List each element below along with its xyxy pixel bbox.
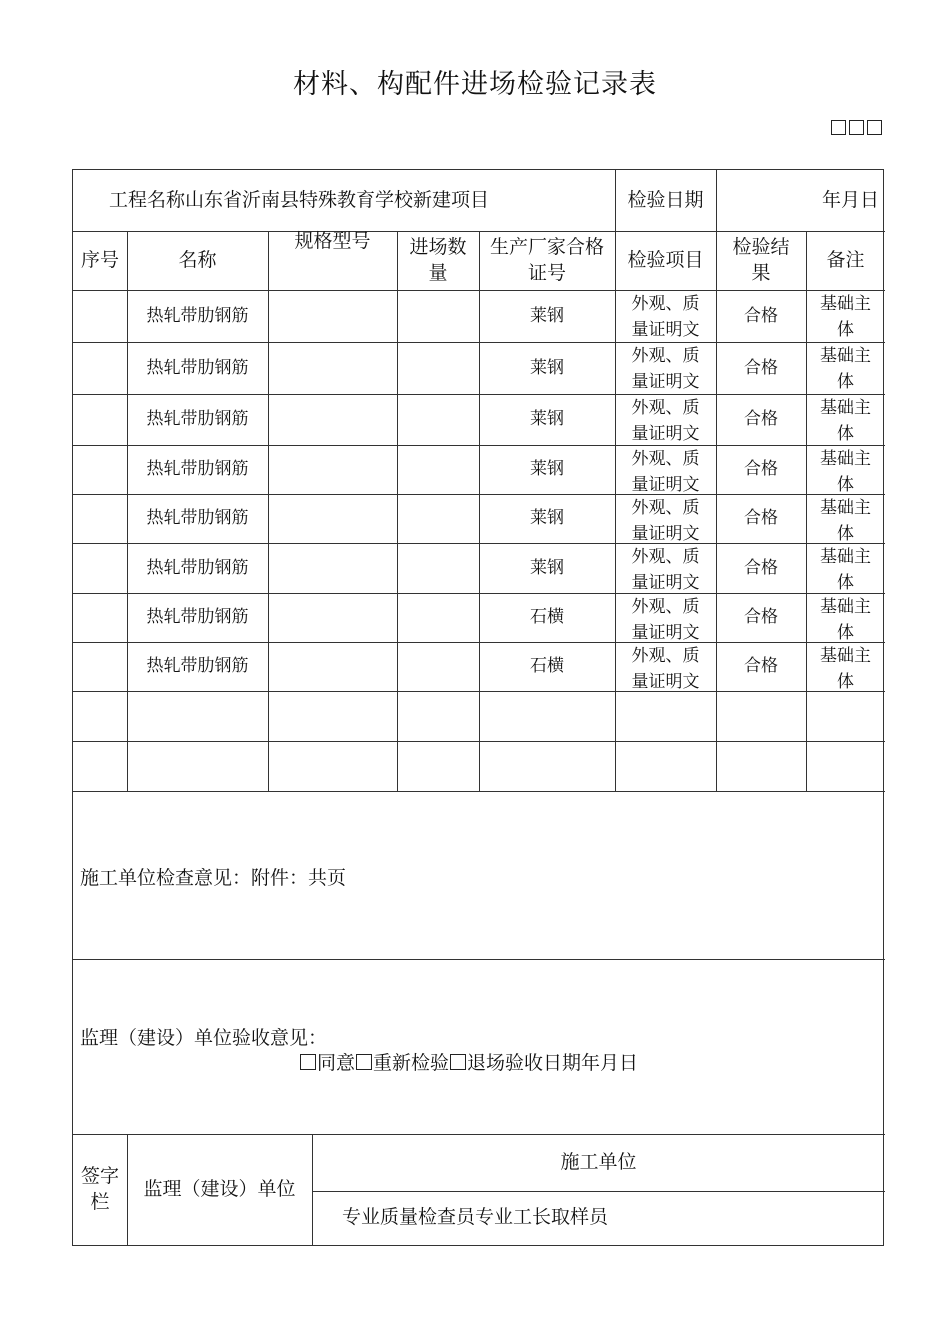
reject-label: 退场验收日期年月日 [467,1052,639,1074]
table-cell-col-no [73,593,127,642]
inspection-table [72,169,884,1246]
agree-checkbox[interactable] [300,1054,316,1070]
table-cell-col-no [73,741,127,791]
code-box [849,120,864,135]
table-cell-col-no [73,543,127,593]
reinspect-label: 重新检验 [373,1052,450,1074]
agree-label: 同意 [317,1052,356,1074]
table-cell-col-spec [268,543,397,593]
reinspect-checkbox[interactable] [356,1054,372,1070]
table-cell-col-name: 热轧带肋钢筋 [146,409,249,430]
table-cell-col-item: 外观、质 量证明文 [631,597,700,642]
column-header-col-remark: 备注 [826,248,865,271]
table-cell-col-spec [268,642,397,691]
signature-label: 签字 栏 [80,1164,119,1213]
table-cell-col-name [127,691,268,741]
table-cell-col-item [615,691,716,741]
table-cell-col-spec [268,691,397,741]
table-cell-col-name: 热轧带肋钢筋 [146,607,249,628]
table-cell-col-qty [397,394,479,445]
form-code-boxes [828,118,882,139]
table-cell-col-remark: 基础主 体 [820,294,871,340]
table-cell-col-remark: 基础主 体 [820,547,871,593]
column-header-col-no: 序号 [80,248,119,271]
table-cell-col-name: 热轧带肋钢筋 [146,557,249,578]
table-cell-col-qty [397,691,479,741]
page-title: 材料、构配件进场检验记录表 [293,69,657,100]
column-header-col-qty: 进场数 量 [409,235,467,284]
inspection-date-value: 年月日 [821,188,879,211]
table-rule [716,170,717,231]
table-cell-col-spec [268,741,397,791]
table-cell-col-maker: 莱钢 [530,557,564,578]
table-cell-col-item: 外观、质 量证明文 [631,398,700,444]
contractor-opinion: 施工单位检查意见：附件：共页 [80,867,347,889]
table-cell-col-result [716,691,806,741]
table-cell-col-spec [268,494,397,543]
table-cell-col-maker: 石横 [530,656,564,677]
table-cell-col-no [73,290,127,342]
table-cell-col-spec [268,593,397,642]
table-cell-col-no [73,445,127,494]
supervisor-opinion-label: 监理（建设）单位验收意见： [80,1027,328,1049]
table-cell-col-result: 合格 [744,656,778,677]
table-cell-col-maker [479,691,615,741]
table-cell-col-item: 外观、质 量证明文 [631,294,700,340]
table-cell-col-remark: 基础主 体 [820,498,871,543]
table-cell-col-result [716,741,806,791]
table-cell-col-no [73,342,127,394]
column-header-col-result: 检验结 果 [732,235,790,284]
table-cell-col-no [73,494,127,543]
table-rule [73,791,885,792]
table-cell-col-result: 合格 [744,409,778,430]
signature-supervisor: 监理（建设）单位 [143,1177,296,1200]
signature-contractor: 施工单位 [560,1150,637,1173]
table-cell-col-qty [397,543,479,593]
signature-roles: 专业质量检查员专业工长取样员 [342,1206,609,1229]
table-cell-col-qty [397,494,479,543]
table-cell-col-qty [397,741,479,791]
table-cell-col-remark: 基础主 体 [820,646,871,691]
table-cell-col-maker: 莱钢 [530,459,564,480]
table-cell-col-spec [268,394,397,445]
table-cell-col-spec [268,342,397,394]
table-cell-col-name: 热轧带肋钢筋 [146,305,249,326]
table-cell-col-result: 合格 [744,305,778,326]
table-cell-col-item: 外观、质 量证明文 [631,449,700,494]
code-box [831,120,846,135]
table-cell-col-name: 热轧带肋钢筋 [146,357,249,378]
table-cell-col-result: 合格 [744,607,778,628]
column-header-col-spec: 规格型号 [294,230,371,253]
table-cell-col-item: 外观、质 量证明文 [631,498,700,543]
supervisor-decision-options [299,1048,638,1075]
table-rule [615,170,616,231]
table-rule [73,959,885,960]
table-cell-col-remark: 基础主 体 [820,597,871,642]
table-cell-col-result: 合格 [744,357,778,378]
table-cell-col-maker: 莱钢 [530,305,564,326]
table-cell-col-spec [268,290,397,342]
table-cell-col-item: 外观、质 量证明文 [631,646,700,691]
column-header-col-item: 检验项目 [627,248,704,271]
table-cell-col-result: 合格 [744,459,778,480]
table-cell-col-remark [806,691,885,741]
table-cell-col-maker: 莱钢 [530,409,564,430]
project-name: 工程名称山东省沂南县特殊教育学校新建项目 [109,188,490,211]
table-cell-col-remark: 基础主 体 [820,398,871,444]
table-cell-col-remark: 基础主 体 [820,449,871,494]
table-cell-col-qty [397,290,479,342]
table-cell-col-remark [806,741,885,791]
table-cell-col-maker: 石横 [530,607,564,628]
table-cell-col-spec [268,445,397,494]
table-cell-col-remark: 基础主 体 [820,346,871,392]
table-cell-col-maker: 莱钢 [530,357,564,378]
table-cell-col-result: 合格 [744,508,778,529]
code-box [867,120,882,135]
table-cell-col-item: 外观、质 量证明文 [631,547,700,593]
table-cell-col-maker [479,741,615,791]
table-cell-col-qty [397,342,479,394]
table-cell-col-maker: 莱钢 [530,508,564,529]
column-header-col-name: 名称 [178,248,217,271]
table-cell-col-name: 热轧带肋钢筋 [146,656,249,677]
table-cell-col-name [127,741,268,791]
table-cell-col-item: 外观、质 量证明文 [631,346,700,392]
reject-checkbox[interactable] [450,1054,466,1070]
table-cell-col-result: 合格 [744,557,778,578]
table-cell-col-qty [397,642,479,691]
table-cell-col-no [73,691,127,741]
table-cell-col-no [73,394,127,445]
table-cell-col-name: 热轧带肋钢筋 [146,508,249,529]
table-cell-col-qty [397,445,479,494]
inspection-date-label: 检验日期 [627,188,704,211]
table-cell-col-item [615,741,716,791]
table-cell-col-qty [397,593,479,642]
column-header-col-maker: 生产厂家合格 证号 [489,235,604,284]
table-cell-col-name: 热轧带肋钢筋 [146,459,249,480]
table-cell-col-no [73,642,127,691]
